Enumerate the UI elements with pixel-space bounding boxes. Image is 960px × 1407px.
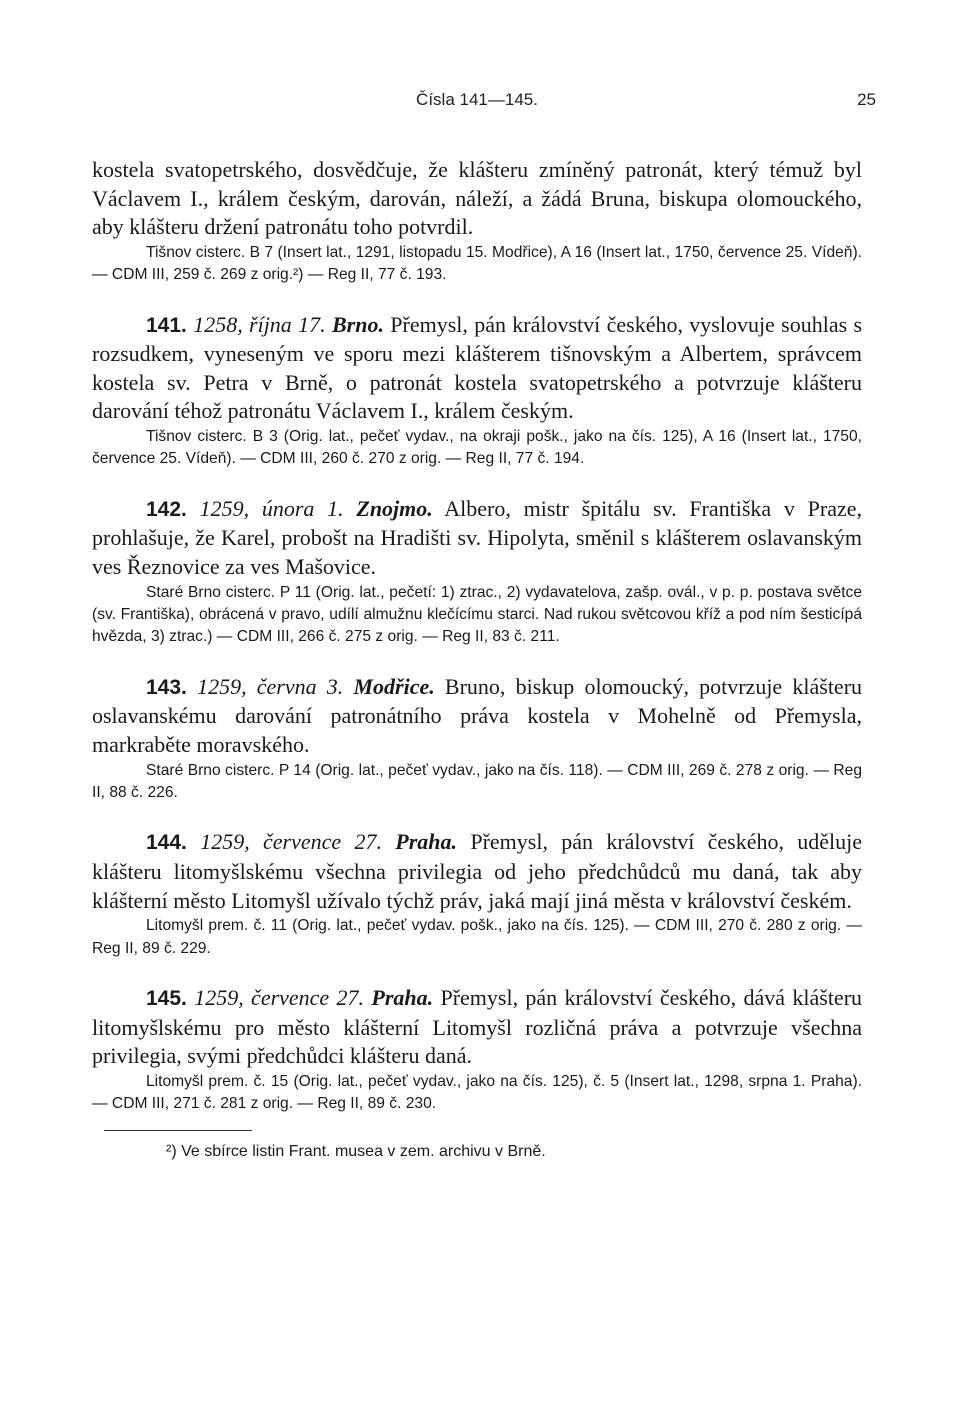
- entry-place: Brno.: [331, 311, 384, 337]
- entry-place: Znojmo.: [356, 495, 433, 521]
- entry-145: [92, 984, 862, 1116]
- entry-number: 144.: [146, 831, 187, 855]
- entry-text: Albero, mistr špitálu sv. Františka v Praze, prohlašuje, že Karel, probošt na Hradišti sv. Hipolyta, směnil s klášterem oslavanským ves Řeznovice za ves Mašovice.: [92, 495, 863, 579]
- entry-source-note: Litomyšl prem. č. 15 (Orig. lat., pečeť vydav., jako na čís. 125), č. 5 (Insert lat., 1298, srpna 1. Praha). — CDM III, 271 č. 281 z orig. — Reg II, 89 č. 230.: [92, 1072, 862, 1113]
- entry-body: [92, 311, 862, 426]
- entry-body: [92, 495, 862, 582]
- entry-place: Modřice.: [353, 673, 435, 699]
- entry-date: 1259, července 27.: [200, 829, 382, 855]
- continuation-block: [92, 156, 862, 287]
- entry-body: [92, 984, 862, 1071]
- continuation-source-note: Tišnov cisterc. B 7 (Insert lat., 1291, listopadu 15. Modřice), A 16 (Insert lat., 1750, července 25. Vídeň). — CDM III, 259 č. 269 z orig.²) — Reg II, 77 č. 193.: [92, 243, 862, 284]
- entry-number: 145.: [146, 986, 187, 1010]
- entry-date: 1258, října 17.: [193, 311, 326, 337]
- entry-body: [92, 673, 862, 760]
- page-number: 25: [857, 90, 876, 109]
- entry-text: Přemysl, pán království českého, dává klášteru litomyšlskému pro město klášterní Litomyšl rozličná práva a potvrzuje všechna privilegia, svými předchůdci klášteru daná.: [92, 984, 863, 1069]
- entry-number: 143.: [146, 675, 187, 699]
- entry-text: Přemysl, pán království českého, vyslovuje souhlas s rozsudkem, vyneseným ve sporu mezi klášterem tišnovským a Albertem, správcem kostela sv. Petra v Brně, o patronát kostela svatopetrského a potvrzuje klášteru darování téhož patronátu Václavem I., králem českým.: [92, 311, 863, 424]
- entry-source-note: Tišnov cisterc. B 3 (Orig. lat., pečeť vydav., na okraji pošk., jako na čís. 125), A 16 (Insert lat., 1750, července 25. Vídeň). — CDM III, 260 č. 270 z orig. — Reg II, 77 č. 194.: [92, 427, 862, 468]
- footnote: ²) Ve sbírce listin Frant. musea v zem. archivu v Brně.: [166, 1142, 546, 1160]
- entry-144: [92, 828, 862, 960]
- entry-source-note: Staré Brno cisterc. P 14 (Orig. lat., pečeť vydav., jako na čís. 118). — CDM III, 269 č. 278 z orig. — Reg II, 88 č. 226.: [92, 761, 862, 801]
- entry-text: Přemysl, pán království českého, uděluje klášteru litomyšlskému všechna privilegia od jeho předchůdců mu daná, tak aby klášterní město Litomyšl užívalo týchž práv, jaká mají jiná města v království českém.: [92, 829, 863, 913]
- entry-date: 1259, června 3.: [197, 673, 344, 699]
- entry-place: Praha.: [395, 829, 458, 855]
- footnote-divider: [104, 1130, 252, 1131]
- continuation-text: kostela svatopetrského, dosvědčuje, že klášteru zmíněný patronát, který témuž byl Václavem I., králem českým, darován, náleží, a žádá Bruna, biskupa olomouckého, aby klášteru držení patronátu toho potvrdil.: [92, 157, 862, 240]
- entry-141: [92, 311, 862, 471]
- entry-text: Bruno, biskup olomoucký, potvrzuje klášteru oslavanskému darování patronátního práva kostela v Mohelně od Přemysla, markraběte moravského.: [92, 673, 863, 757]
- running-head: [92, 82, 876, 116]
- entry-source-note: Litomyšl prem. č. 11 (Orig. lat., pečeť vydav. pošk., jako na čís. 125). — CDM III, 270 č. 280 z orig. — Reg II, 89 č. 229.: [92, 917, 862, 957]
- running-head-title: Čísla 141—145.: [416, 90, 538, 109]
- entry-142: [92, 495, 862, 649]
- entry-date: 1259, července 27.: [194, 984, 365, 1010]
- entry-source-note: Staré Brno cisterc. P 11 (Orig. lat., pečetí: 1) ztrac., 2) vydavatelova, zašp. ovál., v p. p. postava světce (sv. Františka), obrácená v pravo, udílí almužnu klečícímu starci. Nad rukou světcovou kříž a pod ním šesticípá hvězda, 3) ztrac.) — CDM III, 266 č. 275 z orig. — Reg II, 83 č. 211.: [92, 583, 862, 646]
- entry-number: 141.: [146, 313, 187, 337]
- entry-number: 142.: [146, 497, 187, 521]
- entry-date: 1259, února 1.: [199, 495, 344, 521]
- entry-143: [92, 673, 862, 805]
- page: [92, 82, 876, 1163]
- entry-body: [92, 828, 862, 915]
- entry-place: Praha.: [371, 984, 434, 1010]
